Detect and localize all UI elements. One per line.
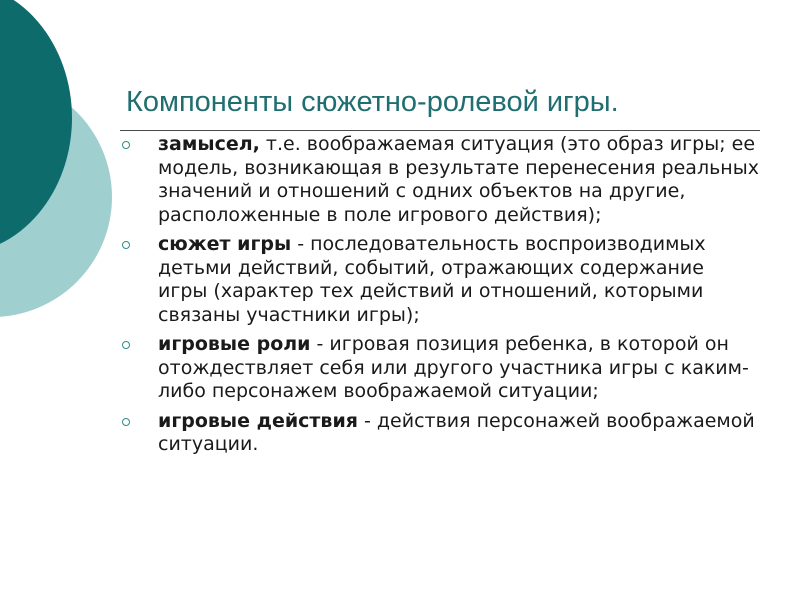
item-text: - действия персонажей воображаемой ситуации.: [158, 409, 755, 455]
item-text: - последовательность воспроизводимых детьми действий, событий, отражающих содержание игры (характер тех действий и отношений, которыми связаны участники игры);: [158, 233, 706, 326]
list-item: [119, 133, 759, 227]
item-term: игровые действия: [158, 409, 358, 432]
item-term: замысел,: [158, 133, 260, 155]
item-text: - игровая позиция ребенка, в которой он отождествляет себя или другого участника игры с каким-либо персонажем воображаемой ситуации;: [158, 333, 749, 402]
hollow-circle-bullet-icon: [122, 341, 130, 349]
item-text: т.е. воображаемая ситуация (это образ игры; ее модель, возникающая в результате перенесения реальных значений и отношений с одних объектов на другие, расположенные в поле игрового действия);: [158, 133, 759, 226]
title-divider: [120, 130, 760, 131]
item-term: игровые роли: [158, 333, 311, 355]
list-item: [119, 233, 759, 327]
components-list: [119, 133, 759, 463]
hollow-circle-bullet-icon: [122, 418, 130, 426]
hollow-circle-bullet-icon: [122, 141, 130, 149]
item-term: сюжет игры: [158, 233, 292, 255]
hollow-circle-bullet-icon: [122, 241, 130, 249]
slide-title: Компоненты сюжетно-ролевой игры.: [126, 86, 619, 118]
list-item: [119, 410, 759, 457]
list-item: [119, 333, 759, 404]
